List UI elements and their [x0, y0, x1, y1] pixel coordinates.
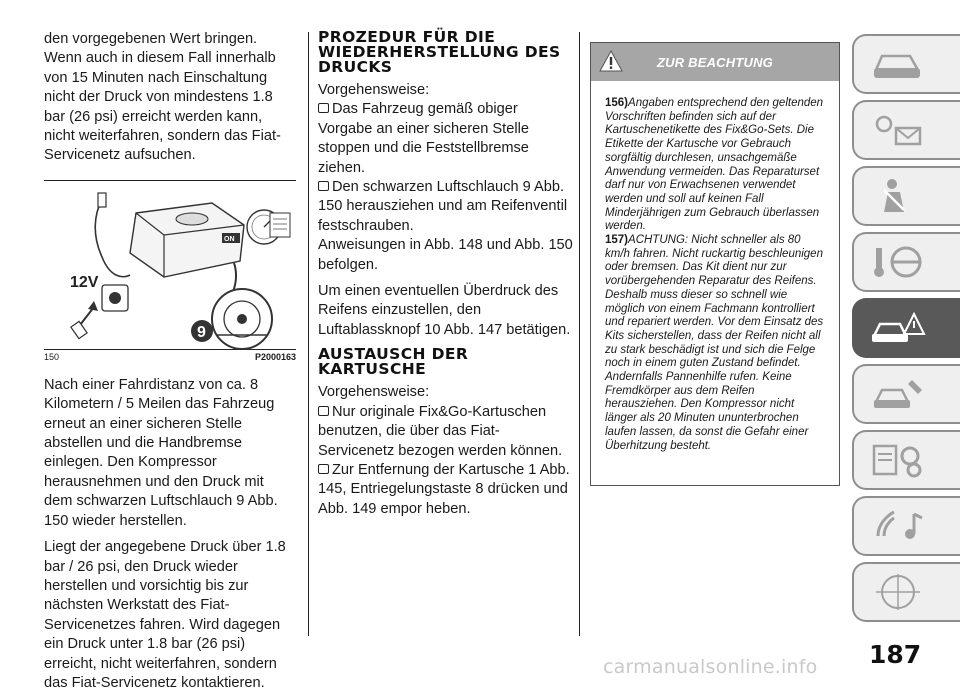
list-item — [318, 178, 574, 236]
heading-pressure-restore: PROZEDUR FÜR DIE WIEDERHERSTELLUNG DES DRUCKS — [318, 28, 561, 76]
list-item-text: Das Fahrzeug gemäß obiger Vorgabe an einer sicheren Stelle stoppen und die Feststellbremse ziehen. — [318, 101, 529, 176]
checkbox-bullet-icon — [318, 103, 329, 113]
warning-note-body — [591, 81, 839, 453]
note-number: 156) — [605, 97, 629, 109]
figure-code: P2000163 — [254, 351, 296, 362]
note-number: 157) — [605, 234, 629, 247]
warning-note-title: ZUR BEACHTUNG — [657, 54, 773, 70]
car-emergency-icon — [870, 308, 926, 348]
multimedia-icon — [870, 506, 926, 546]
paragraph-pressure-check: Liegt der angegebene Druck über 1.8 bar / 26 psi, den Druck wieder herstellen und vorsichtig bis zur nächsten Werkstatt des Fiat-Servicenetzes fahren. Wird dagegen ein Druck unter 1.8 bar (26 psi) erreicht, nicht weiterfahren, sondern das Fiat-Servicenetz kontaktieren. — [44, 539, 286, 691]
tab-starting-driving[interactable] — [852, 232, 960, 292]
list-item-text: Nur originale Fix&Go-Kartuschen benutzen, die über das Fiat-Servicenetz bezogen werden können. — [318, 403, 563, 459]
checkbox-bullet-icon — [318, 464, 329, 474]
column-left — [44, 30, 296, 700]
car-dashboard-icon — [870, 44, 926, 84]
procedure-intro-1: Vorgehensweise: — [318, 82, 430, 98]
tab-maintenance[interactable] — [852, 364, 960, 424]
figure-150 — [44, 185, 296, 349]
figure-number: 150 — [44, 351, 60, 362]
heading-cartridge-replacement: AUSTAUSCH DER KARTUSCHE — [318, 345, 469, 379]
warning-note-box — [590, 42, 840, 486]
tab-safety[interactable] — [852, 166, 960, 226]
note-entry — [605, 97, 827, 234]
on-switch-label: ON — [224, 235, 235, 243]
list-item-text: Zur Entfernung der Kartusche 1 Abb. 145, Entriegelungstaste 8 drücken und Abb. 149 empor heben. — [318, 461, 570, 517]
checkbox-bullet-icon — [318, 181, 329, 191]
list-item-text: Den schwarzen Luftschlauch 9 Abb. 150 herausziehen und am Reifenventil festschrauben. — [318, 179, 568, 234]
list-item — [318, 461, 574, 519]
car-service-icon — [870, 374, 926, 414]
12v-label: 12V — [70, 273, 99, 291]
warning-note-header — [591, 43, 839, 81]
tab-warning-lights[interactable] — [852, 100, 960, 160]
column-middle — [318, 30, 574, 519]
watermark: carmanualsonline.info — [603, 656, 818, 678]
key-steering-wheel-icon — [870, 242, 926, 282]
page-number: 187 — [869, 640, 922, 669]
paragraph-instructions: Anweisungen in Abb. 148 und Abb. 150 befolgen. — [318, 237, 573, 273]
column-divider-2 — [579, 32, 580, 636]
list-item — [318, 403, 574, 461]
paragraph-drive-distance: Nach einer Fahrdistanz von ca. 8 Kilometern / 5 Meilen das Fahrzeug erneut an einer sicheren Stelle abstellen und die Handbremse einlegen. Den Kompressor herausnehmen und den Druck mit dem schwarzen Luftschlauch 9 Abb. 150 wieder herstellen. — [44, 376, 278, 529]
tab-multimedia[interactable] — [852, 496, 960, 556]
column-right — [590, 30, 840, 486]
tab-technical-data[interactable] — [852, 430, 960, 490]
tab-emergency[interactable] — [852, 298, 960, 358]
specs-gears-icon — [870, 440, 926, 480]
warning-lights-icon — [870, 110, 926, 150]
procedure-intro-2: Vorgehensweise: — [318, 384, 430, 401]
list-item — [318, 100, 574, 178]
note-entry — [605, 234, 827, 453]
note-text: Angaben entsprechend den geltenden Vorschriften befinden sich auf der Kartuschenetikette des Fix&Go-Sets. Die Etikette der Kartusche vor Gebrauch sorgfältig durchlesen, unsachgemäße Anwendung vermeiden. Das Reparaturset darf nur von Erwachsenen verwendet werden und soll auf keinen Fall Minderjährigen zum Gebrauch überlassen werden. — [605, 97, 824, 233]
column-divider-1 — [308, 32, 309, 636]
checkbox-bullet-icon — [318, 406, 329, 416]
tab-index[interactable] — [852, 562, 960, 622]
paragraph-intro: den vorgegebenen Wert bringen. Wenn auch in diesem Fall innerhalb von 15 Minuten nach Einschaltung nicht der Druck von mindestens 1.8 bar (26 psi) erreicht werden kann, nicht weiterfahren, sondern das Fiat-Servicenetz aufsuchen. — [44, 31, 281, 164]
compressor-illustration — [44, 185, 296, 349]
tab-dashboard[interactable] — [852, 34, 960, 94]
warning-triangle-icon — [599, 50, 623, 72]
figure-top-rule — [44, 180, 296, 181]
callout-9: 9 — [197, 323, 206, 341]
seatbelt-airbag-icon — [870, 176, 926, 216]
note-text: ACHTUNG: Nicht schneller als 80 km/h fahren. Nicht ruckartig beschleunigen oder bremsen. Das Kit dient nur zur vorübergehenden Reparatur des Reifens. Deshalb muss dieser so schnell wie möglich von einem Fachmann kontrolliert und repariert werden. Vor dem Einsatz des Kits sicherstellen, dass der Reifen nicht all zu stark beschädigt ist und sich die Felge noch in einem guten Zustand befindet. Andernfalls Pannenhilfe rufen. Keine Fremdkörper aus dem Reifen herausziehen. Den Kompressor nicht länger als 20 Minuten ununterbrochen laufen lassen, da sonst die Gefahr einer Überhitzung besteht. — [605, 234, 824, 452]
alphabet-index-icon — [870, 572, 926, 612]
figure-caption — [44, 349, 296, 362]
paragraph-overpressure: Um einen eventuellen Überdruck des Reifens einzustellen, den Luftablassknopf 10 Abb. 147 betätigen. — [318, 283, 571, 338]
